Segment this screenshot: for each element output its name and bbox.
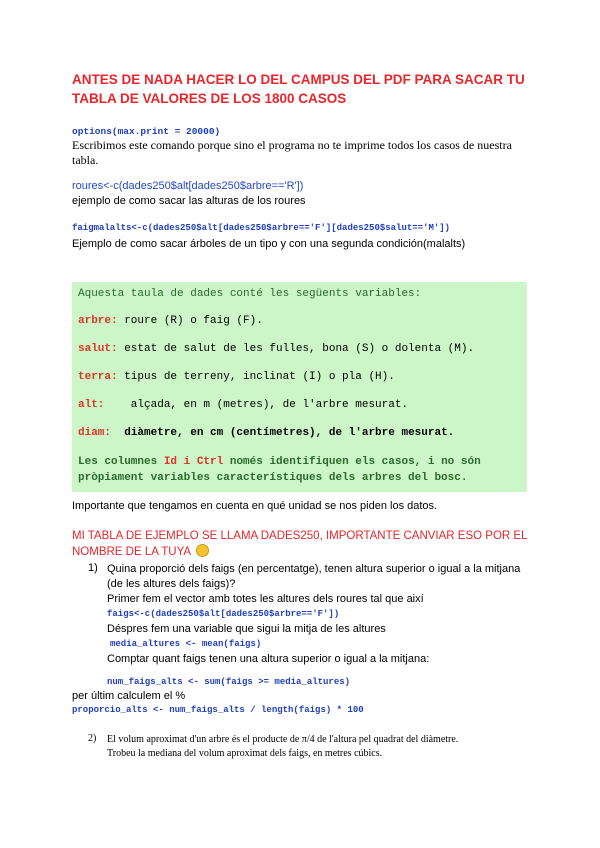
variables-footer-line-2: pròpiament variables característiques dels arbres del bosc.: [78, 472, 468, 484]
variable-key: diam:: [78, 427, 112, 439]
options-note: [72, 138, 532, 168]
importante-note: Importante que tengamos en cuenta en qué unidad se nos piden los datos.: [72, 500, 438, 512]
roures-code: roures<-c(dades250$alt[dades250$arbre=='R']): [72, 180, 304, 192]
options-code: options(max.print = 20000): [72, 126, 221, 137]
question-1: [107, 562, 537, 667]
mi-tabla-note: [72, 528, 532, 560]
variables-box: [72, 282, 527, 492]
variable-arbre: [78, 315, 263, 327]
question-2-line-1: El volum aproximat d'un arbre és el producte de π/4 de l'altura pel quadrat del diàmetre.: [107, 734, 459, 745]
variable-key: salut:: [78, 343, 118, 355]
variable-diam: [78, 427, 454, 439]
options-note-line-2: tabla.: [72, 153, 99, 167]
question-1-number: 1): [88, 562, 98, 574]
variable-desc: tipus de terreny, inclinat (I) o pla (H).: [117, 371, 395, 383]
roures-note: ejemplo de como sacar las alturas de los roures: [72, 195, 306, 207]
question-2: [107, 733, 547, 761]
variable-key: arbre:: [78, 315, 118, 327]
variable-desc: estat de salut de les fulles, bona (S) o dolenta (M).: [117, 343, 475, 355]
question-1-code-3: num_faigs_alts <- sum(faigs >= media_altures): [107, 677, 351, 687]
question-1-line-3: Primer fem el vector amb totes les altures dels roures tal que així: [107, 593, 424, 605]
question-2-number: 2): [88, 733, 97, 744]
question-1-line-5: Comptar quant faigs tenen una altura superior o igual a la mitjana:: [107, 653, 430, 665]
footer-highlight: Id i Ctrl: [163, 456, 224, 468]
question-1-code-4: proporcio_alts <- num_faigs_alts / length(faigs) * 100: [72, 705, 364, 715]
variable-desc: roure (R) o faig (F).: [117, 315, 263, 327]
question-1-code-2: media_altures <- mean(faigs): [110, 639, 262, 649]
variable-desc: diàmetre, en cm (centímetres), de l'arbre mesurat.: [111, 427, 455, 439]
variable-key: terra:: [78, 371, 118, 383]
faigmalalts-code: faigmalalts<-c(dades250$alt[dades250$arbre=='F'][dades250$salut=='M']): [72, 223, 451, 233]
smiley-icon: [196, 544, 209, 557]
options-note-line-1: Escribimos este comando porque sino el programa no te imprime todos los casos de nuestra: [72, 138, 512, 152]
variable-key: alt:: [78, 399, 105, 411]
mi-tabla-line-2: [72, 544, 532, 560]
question-1-line-2: (de les altures dels faigs)?: [107, 578, 236, 590]
page-heading: [72, 70, 542, 108]
question-1-line-4: Déspres fem una variable que sigui la mitja de les altures: [107, 623, 386, 635]
variable-desc: alçada, en m (metres), de l'arbre mesurat.: [104, 399, 409, 411]
heading-line-2: TABLA DE VALORES DE LOS 1800 CASOS: [72, 91, 347, 106]
faigmalalts-note: Ejemplo de como sacar árboles de un tipo y con una segunda condición(malalts): [72, 238, 466, 250]
footer-text: només identifiquen els casos, i no són: [223, 456, 481, 468]
variables-intro: Aquesta taula de dades conté les següents variables:: [78, 288, 422, 300]
footer-text: Les columnes: [78, 456, 164, 468]
variable-alt: [78, 399, 408, 411]
mi-tabla-text: NOMBRE DE LA TUYA: [72, 546, 191, 558]
question-1-line-1: Quina proporció dels faigs (en percentatge), tenen altura superior o igual a la mitjana: [107, 563, 521, 575]
heading-line-1: ANTES DE NADA HACER LO DEL CAMPUS DEL PDF PARA SACAR TU: [72, 72, 525, 87]
mi-tabla-line-1: MI TABLA DE EJEMPLO SE LLAMA DADES250, IMPORTANTE CANVIAR ESO POR EL: [72, 530, 528, 542]
variable-terra: [78, 371, 395, 383]
variables-footer: [78, 456, 481, 468]
variable-salut: [78, 343, 474, 355]
question-2-line-2: Trobeu la mediana del volum aproximat dels faigs, en metres cúbics.: [107, 748, 383, 759]
question-1-code-1: faigs<-c(dades250$alt[dades250$arbre=='F']): [107, 609, 340, 619]
question-1-line-6: per últim calculem el %: [72, 690, 186, 702]
